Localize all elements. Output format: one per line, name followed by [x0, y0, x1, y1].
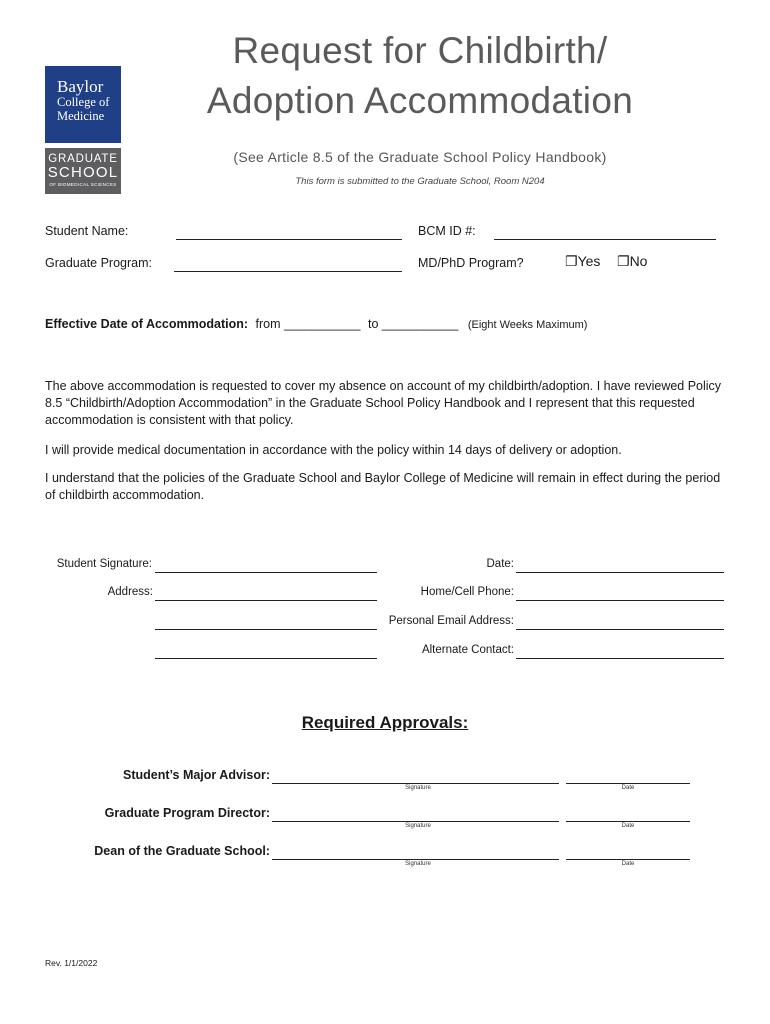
director-date-caption: Date	[621, 823, 635, 829]
email-field[interactable]	[516, 629, 724, 630]
effective-date-row	[45, 317, 587, 331]
graduate-program-label: Graduate Program:	[45, 256, 152, 270]
logo-line-3: Medicine	[57, 109, 105, 123]
no-label: No	[629, 253, 648, 269]
logo-biomedical: OF BIOMEDICAL SCIENCES	[49, 182, 117, 187]
address-label: Address:	[107, 586, 153, 598]
submission-note: This form is submitted to the Graduate School, Room N204	[295, 176, 545, 187]
checkbox-icon: ❐	[565, 253, 578, 269]
bcm-id-field[interactable]	[494, 239, 716, 240]
checkbox-icon: ❐	[617, 253, 630, 269]
graduate-program-field[interactable]	[174, 271, 402, 272]
effective-to-field[interactable]: to ___________	[367, 317, 459, 331]
logo-line-2: College of	[57, 95, 110, 109]
dean-date-field[interactable]	[566, 859, 690, 860]
student-signature-label: Student Signature:	[56, 558, 152, 570]
yes-label: Yes	[577, 253, 601, 269]
effective-from-field[interactable]: from ___________	[255, 317, 361, 331]
date-field[interactable]	[516, 572, 724, 573]
director-signature-caption: Signature	[405, 823, 431, 829]
advisor-date-field[interactable]	[566, 783, 690, 784]
dean-label: Dean of the Graduate School:	[94, 844, 270, 858]
paragraph-accommodation: The above accommodation is requested to cover my absence on account of my childbirth/adoption. I have reviewed Policy 8.5 “Childbirth/Adoption Accommodation” in the Graduate School Policy Handbook and I represent that this requested accommodation is consistent with that policy.	[45, 379, 722, 427]
logo-school: SCHOOL	[47, 164, 119, 181]
effective-date-label: Effective Date of Accommodation:	[45, 317, 249, 331]
student-name-label: Student Name:	[45, 224, 129, 238]
graduate-school-logo	[45, 148, 121, 194]
director-date-field[interactable]	[566, 821, 690, 822]
revision-date: Rev. 1/1/2022	[45, 958, 98, 968]
director-signature-field[interactable]	[272, 821, 559, 822]
dean-signature-field[interactable]	[272, 859, 559, 860]
no-checkbox[interactable]	[617, 253, 647, 270]
address-field-3[interactable]	[155, 658, 377, 659]
advisor-label: Student’s Major Advisor:	[122, 768, 270, 782]
email-label: Personal Email Address:	[388, 615, 514, 627]
phone-field[interactable]	[516, 600, 724, 601]
logo-graduate: GRADUATE	[48, 153, 118, 165]
date-label: Date:	[486, 558, 514, 570]
baylor-logo	[45, 66, 121, 143]
alternate-contact-field[interactable]	[516, 658, 724, 659]
logo-line-1: Baylor	[57, 77, 104, 96]
eight-weeks-note: (Eight Weeks Maximum)	[467, 319, 588, 331]
student-signature-field[interactable]	[155, 572, 377, 573]
paragraph-policies: I understand that the policies of the Graduate School and Baylor College of Medicine will remain in effect during the period of childbirth accommodation.	[45, 471, 721, 502]
paragraph-documentation: I will provide medical documentation in accordance with the policy within 14 days of delivery or adoption.	[45, 443, 622, 457]
alternate-contact-label: Alternate Contact:	[421, 644, 514, 656]
mdphd-label: MD/PhD Program?	[418, 256, 524, 270]
yes-checkbox[interactable]	[565, 253, 600, 270]
director-label: Graduate Program Director:	[104, 806, 270, 820]
page-title-line-2: Adoption Accommodation	[206, 80, 634, 121]
phone-label: Home/Cell Phone:	[420, 586, 514, 598]
address-field-2[interactable]	[155, 629, 377, 630]
page-title-line-1: Request for Childbirth/	[232, 30, 608, 71]
bcm-id-label: BCM ID #:	[418, 224, 476, 238]
dean-date-caption: Date	[621, 861, 635, 867]
advisor-signature-field[interactable]	[272, 783, 559, 784]
dean-signature-caption: Signature	[405, 861, 431, 867]
advisor-date-caption: Date	[621, 785, 635, 791]
student-name-field[interactable]	[176, 239, 402, 240]
advisor-signature-caption: Signature	[405, 785, 431, 791]
required-approvals-heading: Required Approvals:	[301, 713, 469, 732]
address-field-1[interactable]	[155, 600, 377, 601]
page-subtitle: (See Article 8.5 of the Graduate School Policy Handbook)	[233, 149, 607, 165]
